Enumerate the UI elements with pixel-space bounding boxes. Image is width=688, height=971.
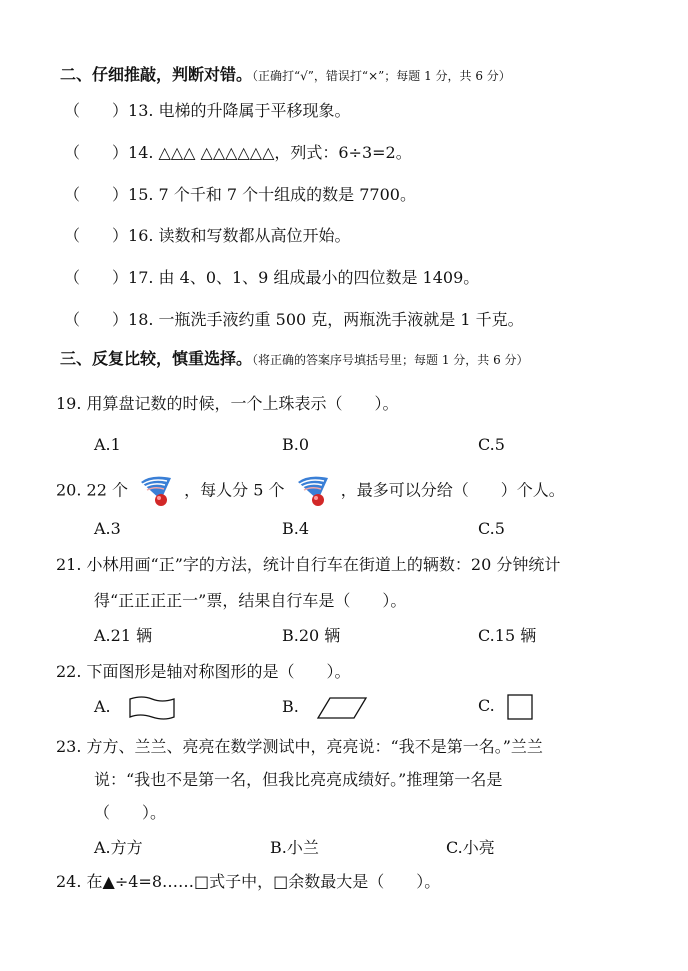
q20-post: ，最多可以分给（ ）个人。 (340, 480, 565, 500)
section3-heading (60, 348, 529, 371)
q20-option-c[interactable]: C.5 (478, 519, 505, 538)
question-23-line2: 说：“我也不是第一名，但我比亮亮成绩好。”推理第一名是 (94, 770, 503, 789)
q21-option-c[interactable]: C.15 辆 (478, 626, 537, 645)
judge-paren[interactable]: （ ） (64, 101, 129, 120)
question-20 (56, 474, 565, 508)
question-21-line1: 21. 小林用画“正”字的方法，统计自行车在街道上的辆数：20 分钟统计 (56, 555, 561, 574)
judge-item-13 (64, 100, 351, 122)
judge-paren[interactable]: （ ） (64, 310, 129, 329)
shuttlecock-icon (294, 474, 332, 508)
q19-option-b[interactable]: B.0 (282, 435, 310, 454)
section2-note: （正确打“√”，错误打“×”；每题 1 分，共 6 分） (252, 69, 511, 83)
judge-paren[interactable]: （ ） (64, 268, 129, 287)
q23-option-a[interactable]: A.方方 (94, 838, 143, 857)
judge-item-15 (64, 184, 416, 206)
q21-option-a[interactable]: A.21 辆 (94, 626, 153, 645)
section3-title: 三、反复比较，慎重选择。 (60, 349, 253, 368)
q19-option-c[interactable]: C.5 (478, 435, 505, 454)
judge-paren[interactable]: （ ） (64, 185, 129, 204)
judge-paren[interactable]: （ ） (64, 226, 129, 245)
judge-item-14 (64, 142, 412, 164)
question-19: 19. 用算盘记数的时候，一个上珠表示（ ）。 (56, 394, 399, 413)
q19-option-a[interactable]: A.1 (94, 435, 121, 454)
shuttlecock-icon (137, 474, 175, 508)
judge-item-18 (64, 309, 524, 331)
judge-text: 16. 读数和写数都从高位开始。 (128, 226, 351, 245)
question-22: 22. 下面图形是轴对称图形的是（ ）。 (56, 662, 351, 681)
judge-text: 18. 一瓶洗手液约重 500 克，两瓶洗手液就是 1 千克。 (128, 310, 524, 329)
q22-option-b-label: B. (282, 697, 299, 716)
q23-option-b[interactable]: B.小兰 (270, 838, 319, 857)
q22-option-a[interactable] (94, 694, 176, 721)
q20-option-a[interactable]: A.3 (94, 519, 121, 538)
judge-paren[interactable]: （ ） (64, 143, 129, 162)
question-21-line2: 得“正正正正一”票，结果自行车是（ ）。 (94, 591, 407, 610)
question-23-line1: 23. 方方、兰兰、亮亮在数学测试中，亮亮说：“我不是第一名。”兰兰 (56, 737, 543, 756)
judge-text: 17. 由 4、0、1、9 组成最小的四位数是 1409。 (128, 268, 480, 287)
judge-text: 15. 7 个千和 7 个十组成的数是 7700。 (128, 185, 416, 204)
question-24: 24. 在▲÷4=8……□式子中，□余数最大是（ ）。 (56, 872, 441, 891)
q22-option-a-label: A. (94, 697, 111, 716)
q22-option-b[interactable] (282, 694, 368, 721)
section3-note: （将正确的答案序号填括号里；每题 1 分，共 6 分） (252, 353, 529, 367)
wavy-flag-shape-icon (128, 695, 176, 721)
judge-text: 13. 电梯的升降属于平移现象。 (128, 101, 351, 120)
q22-option-c-label: C. (478, 696, 495, 715)
q20-option-b[interactable]: B.4 (282, 519, 310, 538)
q22-option-c[interactable] (478, 692, 534, 721)
question-23-line3: （ ）。 (94, 803, 167, 822)
parallelogram-shape-icon (316, 695, 368, 721)
section2-heading (60, 64, 511, 87)
section2-title: 二、仔细推敲，判断对错。 (60, 65, 253, 84)
q20-mid: ，每人分 5 个 (184, 480, 285, 500)
square-shape-icon (506, 693, 534, 721)
q21-option-b[interactable]: B.20 辆 (282, 626, 341, 645)
judge-text: 14. △△△ △△△△△△，列式：6÷3=2。 (128, 143, 412, 162)
judge-item-16 (64, 225, 351, 247)
q23-option-c[interactable]: C.小亮 (446, 838, 495, 857)
judge-item-17 (64, 267, 479, 289)
q20-pre: 20. 22 个 (56, 480, 128, 500)
